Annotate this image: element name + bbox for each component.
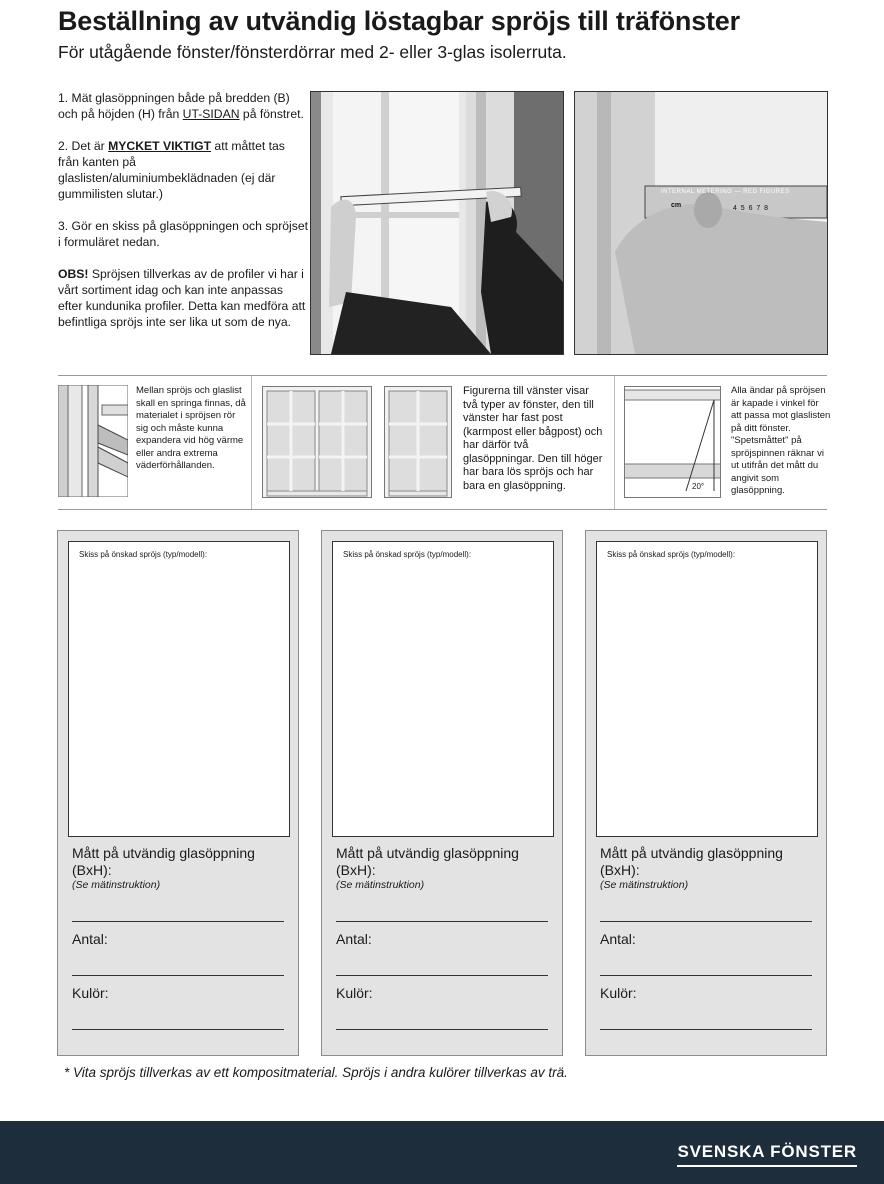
- instruction-step-3: 3. Gör en skiss på glasöppningen och spröjset i formuläret nedan.: [58, 219, 308, 249]
- illustration-window-loose-muntin: [384, 386, 452, 498]
- order-form-2: [321, 530, 563, 1056]
- photo-tape-closeup-illustration: [575, 92, 827, 354]
- divider-vertical-1: [251, 376, 252, 509]
- measure-note: (Se mätinstruktion): [72, 879, 161, 891]
- instruction-obs: [58, 266, 308, 330]
- sketch-area[interactable]: [68, 541, 290, 837]
- step1-text-end: på fönstret.: [239, 107, 304, 121]
- window-loose-muntin-diagram: [384, 386, 452, 498]
- color-field[interactable]: [600, 1029, 812, 1030]
- measure-label: Mått på utvändig glasöppning (BxH):: [72, 845, 255, 878]
- step2-emphasis: MYCKET VIKTIGT: [108, 139, 212, 153]
- divider-bottom: [58, 509, 827, 510]
- footer-bar: [0, 1121, 884, 1184]
- sketch-label: Skiss på önskad spröjs (typ/modell):: [343, 550, 472, 559]
- measure-label: Mått på utvändig glasöppning (BxH):: [336, 845, 519, 878]
- measure-field[interactable]: [336, 921, 548, 922]
- color-field[interactable]: [72, 1029, 284, 1030]
- photo-measuring-window: [310, 91, 564, 355]
- step1-text: 1. Mät glasöppningen både på bredden (B) och på höjden (H) från: [58, 91, 290, 121]
- page-subtitle: För utågående fönster/fönsterdörrar med 2- eller 3-glas isolerruta.: [58, 42, 567, 62]
- page-title: Beställning av utvändig löstagbar spröjs till träfönster: [58, 6, 740, 36]
- tape-unit: cm: [671, 202, 682, 209]
- color-label: Kulör:: [336, 985, 373, 1001]
- color-field[interactable]: [336, 1029, 548, 1030]
- measure-note: (Se mätinstruktion): [600, 879, 689, 891]
- measure-field[interactable]: [72, 921, 284, 922]
- info-mid-text: Figurerna till vänster visar två typer av fönster, den till vänster har fast post (karmpost eller bågpost) och har därför två glasöppningar. Den till höger har bara lös spröjs och har bara en glasöppning.: [463, 385, 603, 492]
- info-right-text: Alla ändar på spröjsen är kapade i vinkel för att passa mot glaslisten på ditt fönster. "Spetsmåttet" på spröjspinnen räknar vi ut utifrån det mått du angivit som glasöppning.: [731, 385, 831, 496]
- qty-label: Antal:: [600, 931, 636, 947]
- illustration-window-fixed-post: [262, 386, 372, 498]
- illustration-spacing: [58, 385, 128, 497]
- tape-numbers: 4 5 6 7 8: [733, 205, 769, 212]
- brand-logo: SVENSKA FÖNSTER: [677, 1142, 857, 1167]
- illustration-angle: [624, 386, 721, 498]
- order-form-1: [57, 530, 299, 1056]
- angle-label: 20°: [692, 482, 705, 491]
- divider-top: [58, 375, 827, 376]
- step2-text: 2. Det är: [58, 139, 109, 153]
- color-label: Kulör:: [600, 985, 637, 1001]
- obs-text: Spröjsen tillverkas av de profiler vi har i vårt sortiment idag och kan inte anpassas efter kundunika profiler. Detta kan medföra att befintliga spröjs inte ser lika ut som de nya.: [58, 267, 306, 329]
- measure-label: Mått på utvändig glasöppning (BxH):: [600, 845, 783, 878]
- instruction-step-2: [58, 138, 308, 202]
- instructions: [58, 90, 308, 346]
- angle-cut-diagram: [624, 386, 721, 498]
- divider-vertical-2: [614, 376, 615, 509]
- color-label: Kulör:: [72, 985, 109, 1001]
- step1-underline: UT-SIDAN: [182, 107, 240, 121]
- qty-label: Antal:: [72, 931, 108, 947]
- order-form-3: [585, 530, 827, 1056]
- spacing-detail-diagram: [58, 385, 128, 497]
- window-fixed-post-diagram: [262, 386, 372, 498]
- photo-tape-closeup: [574, 91, 828, 355]
- tape-text: INTERNAL METERING — RED FIGURES: [661, 189, 790, 195]
- qty-field[interactable]: [72, 975, 284, 976]
- qty-field[interactable]: [336, 975, 548, 976]
- measure-note: (Se mätinstruktion): [336, 879, 425, 891]
- qty-label: Antal:: [336, 931, 372, 947]
- sketch-area[interactable]: [596, 541, 818, 837]
- step2-text-end: att måttet tas från kanten på glaslisten/aluminiumbeklädnaden (ej där gummilisten slutar.): [58, 139, 285, 201]
- sketch-area[interactable]: [332, 541, 554, 837]
- instruction-step-1: [58, 90, 308, 122]
- sketch-label: Skiss på önskad spröjs (typ/modell):: [607, 550, 736, 559]
- qty-field[interactable]: [600, 975, 812, 976]
- sketch-label: Skiss på önskad spröjs (typ/modell):: [79, 550, 208, 559]
- photo-measuring-window-illustration: [311, 92, 563, 354]
- obs-label: OBS!: [58, 267, 89, 281]
- info-left-text: Mellan spröjs och glaslist skall en springa finnas, då materialet i spröjsen rör sig och måste kunna expandera vid hög värme eller andra extrema väderförhållanden.: [136, 385, 246, 471]
- measure-field[interactable]: [600, 921, 812, 922]
- footnote: * Vita spröjs tillverkas av ett kompositmaterial. Spröjs i andra kulörer tillverkas av trä.: [64, 1065, 568, 1080]
